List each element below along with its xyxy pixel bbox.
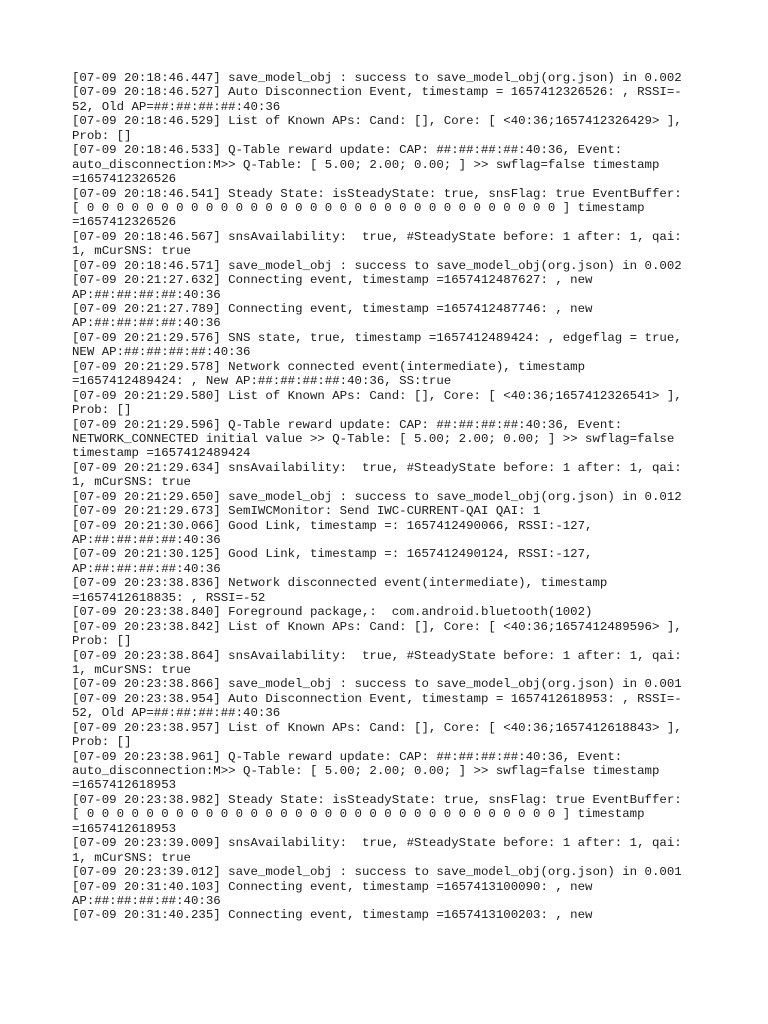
log-line: [07-09 20:21:29.650] save_model_obj : success to save_model_obj(org.json) in 0.012	[72, 489, 682, 504]
log-line: NETWORK_CONNECTED initial value >> Q-Table: [ 5.00; 2.00; 0.00; ] >> swflag=false	[72, 431, 675, 446]
log-line: AP:##:##:##:##:40:36	[72, 561, 221, 576]
log-line: timestamp =1657412489424	[72, 446, 251, 461]
log-line: =1657412326526	[72, 172, 177, 187]
log-line: [07-09 20:18:46.541] Steady State: isSteadyState: true, snsFlag: true EventBuffer:	[72, 186, 682, 201]
log-line: [07-09 20:23:38.961] Q-Table reward update: CAP: ##:##:##:##:40:36, Event:	[72, 749, 623, 764]
log-line: [07-09 20:23:38.864] snsAvailability: true, #SteadyState before: 1 after: 1, qai:	[72, 648, 682, 663]
log-line: NEW AP:##:##:##:##:40:36	[72, 345, 251, 360]
log-line: AP:##:##:##:##:40:36	[72, 533, 221, 547]
log-line: [07-09 20:18:46.567] snsAvailability: true, #SteadyState before: 1 after: 1, qai:	[72, 229, 682, 244]
log-line: [07-09 20:21:29.580] List of Known APs: Cand: [], Core: [ <40:36;1657412326541> ],	[72, 388, 682, 403]
log-line: Prob: []	[72, 634, 132, 649]
log-line: AP:##:##:##:##:40:36	[72, 316, 221, 331]
log-line: [07-09 20:23:38.836] Network disconnected event(intermediate), timestamp	[72, 576, 608, 591]
log-line: Prob: []	[72, 735, 132, 750]
log-line: Prob: []	[72, 128, 132, 143]
log-line: 52, Old AP=##:##:##:##:40:36	[72, 706, 281, 721]
log-line: [07-09 20:23:38.842] List of Known APs: Cand: [], Core: [ <40:36;1657412489596> ],	[72, 619, 682, 634]
log-line: 52, Old AP=##:##:##:##:40:36	[72, 99, 281, 114]
log-line: =1657412618953	[72, 778, 177, 793]
log-line: 1, mCurSNS: true	[72, 244, 191, 259]
log-line: [07-09 20:21:30.125] Good Link, timestamp =: 1657412490124, RSSI:-127,	[72, 547, 593, 562]
log-line: [07-09 20:21:29.576] SNS state, true, timestamp =1657412489424: , edgeflag = true,	[72, 330, 682, 345]
log-line: [07-09 20:23:38.957] List of Known APs: Cand: [], Core: [ <40:36;1657412618843> ],	[72, 720, 682, 735]
log-line: [07-09 20:23:38.840] Foreground package,: com.android.bluetooth(1002)	[72, 605, 593, 620]
log-line: [07-09 20:31:40.103] Connecting event, timestamp =1657413100090: , new	[72, 879, 593, 894]
log-line: [07-09 20:23:38.982] Steady State: isSteadyState: true, snsFlag: true EventBuffer:	[72, 792, 682, 807]
log-line: [07-09 20:21:29.634] snsAvailability: true, #SteadyState before: 1 after: 1, qai:	[72, 460, 682, 475]
log-line: [07-09 20:18:46.571] save_model_obj : success to save_model_obj(org.json) in 0.002	[72, 258, 682, 273]
log-line: [07-09 20:23:38.866] save_model_obj : success to save_model_obj(org.json) in 0.001	[72, 677, 682, 692]
log-line: 1, mCurSNS: true	[72, 475, 191, 490]
log-line: AP:##:##:##:##:40:36	[72, 287, 221, 302]
log-line: [07-09 20:21:29.673] SemIWCMonitor: Send IWC-CURRENT-QAI QAI: 1	[72, 504, 541, 519]
log-line: [07-09 20:21:29.596] Q-Table reward update: CAP: ##:##:##:##:40:36, Event:	[72, 417, 623, 432]
log-line: =1657412326526	[72, 215, 177, 230]
log-line: 1, mCurSNS: true	[72, 850, 191, 865]
log-line: [07-09 20:23:39.012] save_model_obj : success to save_model_obj(org.json) in 0.001	[72, 865, 682, 880]
log-line: [07-09 20:18:46.529] List of Known APs: Cand: [], Core: [ <40:36;1657412326429> ],	[72, 114, 682, 129]
log-line: [07-09 20:21:27.789] Connecting event, timestamp =1657412487746: , new	[72, 302, 593, 316]
log-line: [07-09 20:31:40.235] Connecting event, timestamp =1657413100203: , new	[72, 908, 593, 923]
log-line: Prob: []	[72, 403, 132, 418]
log-line: [07-09 20:23:39.009] snsAvailability: true, #SteadyState before: 1 after: 1, qai:	[72, 836, 682, 851]
log-line: [ 0 0 0 0 0 0 0 0 0 0 0 0 0 0 0 0 0 0 0 0 0 0 0 0 0 0 0 0 0 0 0 0 ] timestamp	[72, 200, 645, 215]
log-line: =1657412489424: , New AP:##:##:##:##:40:36, SS:true	[72, 374, 452, 389]
log-line: AP:##:##:##:##:40:36	[72, 893, 221, 908]
log-line: auto_disconnection:M>> Q-Table: [ 5.00; 2.00; 0.00; ] >> swflag=false timestamp	[72, 764, 660, 778]
log-line: [07-09 20:21:29.578] Network connected event(intermediate), timestamp	[72, 359, 586, 374]
log-line: =1657412618835: , RSSI=-52	[72, 590, 266, 605]
log-line: =1657412618953	[72, 821, 177, 836]
log-line: [07-09 20:23:38.954] Auto Disconnection Event, timestamp = 1657412618953: , RSSI=-	[72, 691, 682, 706]
log-line: auto_disconnection:M>> Q-Table: [ 5.00; 2.00; 0.00; ] >> swflag=false timestamp	[72, 157, 660, 172]
log-line: [07-09 20:18:46.527] Auto Disconnection Event, timestamp = 1657412326526: , RSSI=-	[72, 85, 682, 100]
log-line: [07-09 20:21:27.632] Connecting event, timestamp =1657412487627: , new	[72, 273, 593, 288]
log-line: [07-09 20:18:46.533] Q-Table reward update: CAP: ##:##:##:##:40:36, Event:	[72, 143, 623, 158]
log-line: [07-09 20:18:46.447] save_model_obj : success to save_model_obj(org.json) in 0.002	[72, 71, 682, 85]
log-text	[72, 71, 712, 923]
log-line: [07-09 20:21:30.066] Good Link, timestamp =: 1657412490066, RSSI:-127,	[72, 518, 593, 533]
log-line: 1, mCurSNS: true	[72, 662, 191, 677]
log-line: [ 0 0 0 0 0 0 0 0 0 0 0 0 0 0 0 0 0 0 0 0 0 0 0 0 0 0 0 0 0 0 0 0 ] timestamp	[72, 807, 645, 822]
